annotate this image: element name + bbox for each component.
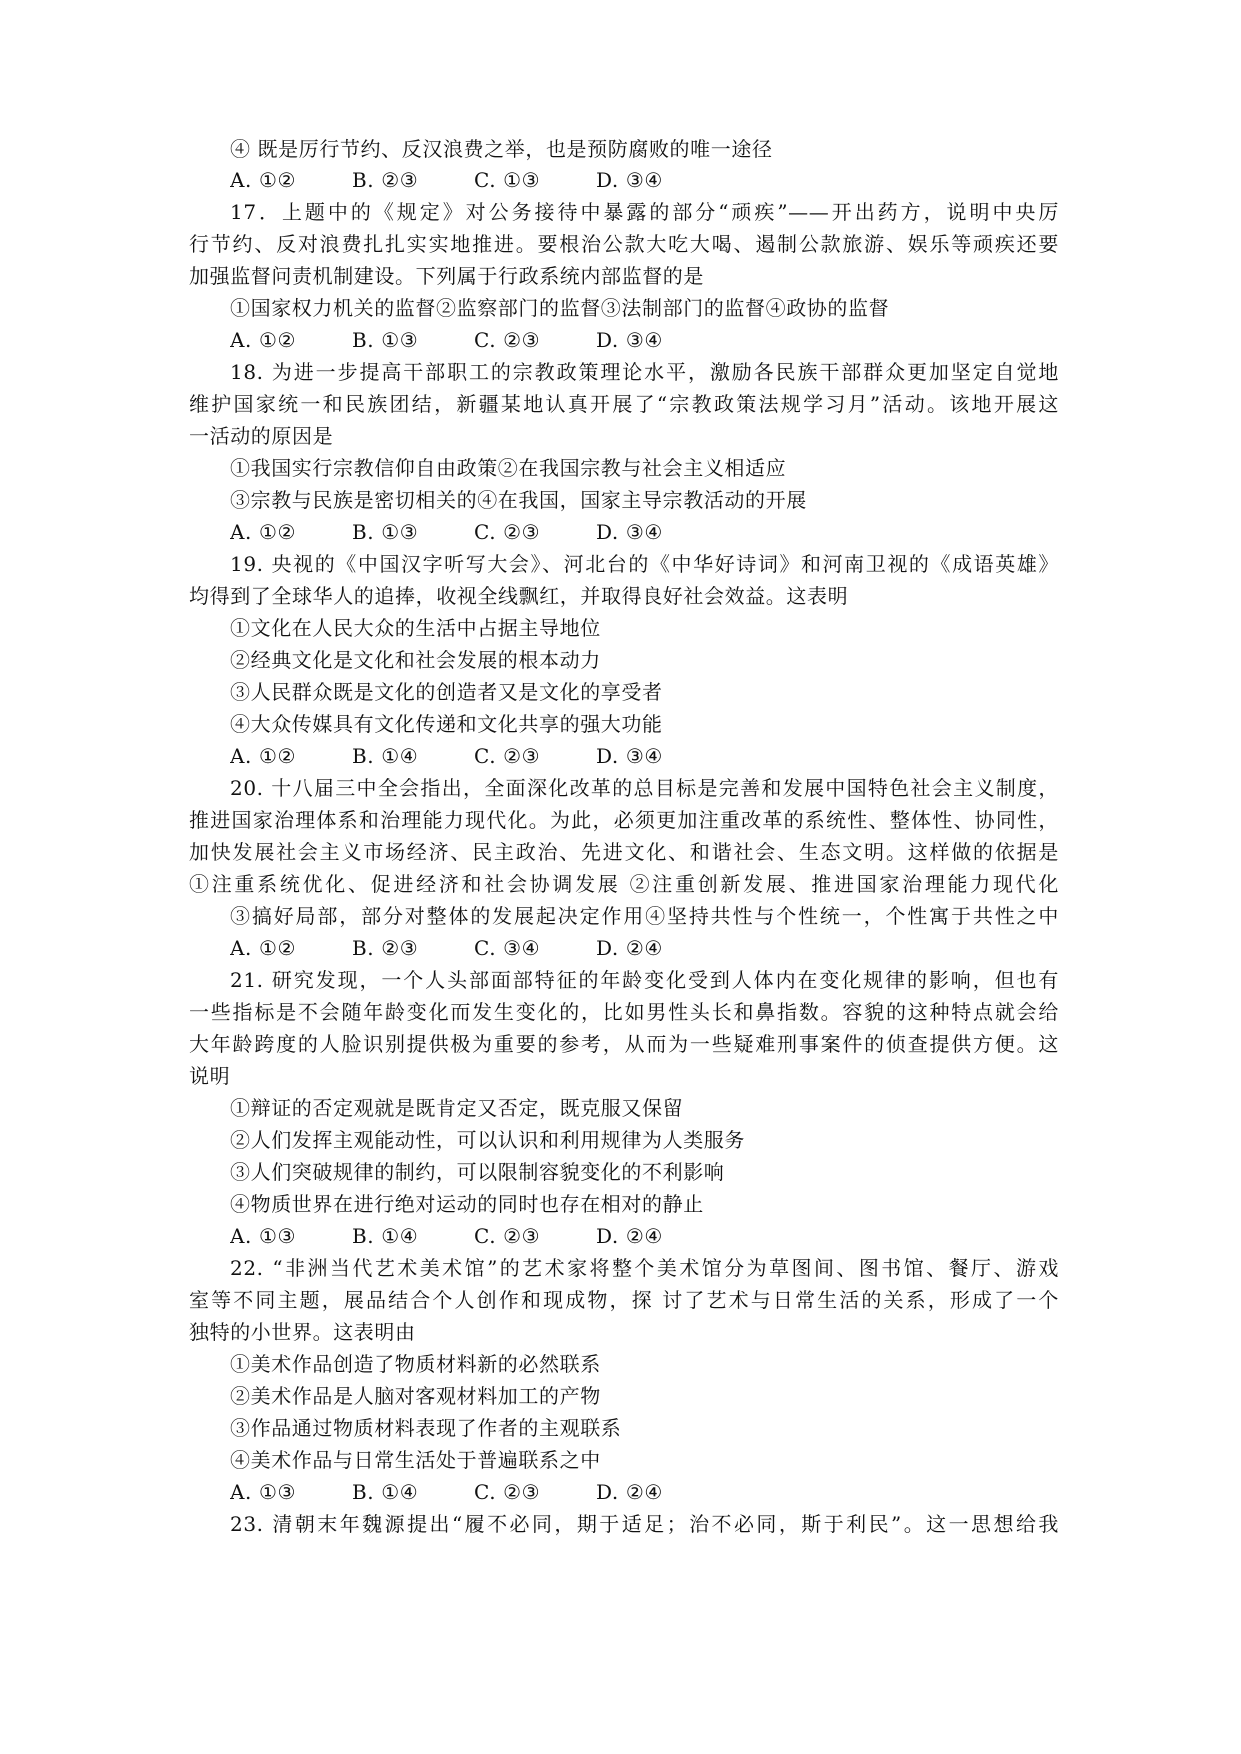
option-d: D. ②④	[596, 936, 663, 960]
choice-line: ④物质世界在进行绝对运动的同时也存在相对的静止	[230, 1192, 704, 1216]
text-line: 大年龄跨度的人脸识别提供极为重要的参考，从而为一些疑难刑事案件的侦查提供方便。这	[189, 1032, 1059, 1056]
option-b: B. ②③	[352, 936, 419, 960]
text-line: 说明	[189, 1064, 231, 1088]
option-d: D. ③④	[596, 168, 663, 192]
choice-line: ③宗教与民族是密切相关的④在我国，国家主导宗教活动的开展	[230, 488, 807, 512]
text-line: 一活动的原因是	[189, 424, 334, 448]
text-line: 均得到了全球华人的追捧，收视全线飘红，并取得良好社会效益。这表明	[189, 584, 849, 608]
option-c: C. ②③	[474, 744, 541, 768]
answer-options	[230, 740, 1100, 772]
text-line: 加强监督问责机制建设。下列属于行政系统内部监督的是	[189, 264, 704, 288]
question-20-line: 20. 十八届三中全会指出，全面深化改革的总目标是完善和发展中国特色社会主义制度，	[230, 776, 1059, 800]
option-b: B. ①④	[352, 744, 419, 768]
choice-line: ①我国实行宗教信仰自由政策②在我国宗教与社会主义相适应	[230, 456, 787, 480]
choice-line: ④美术作品与日常生活处于普遍联系之中	[230, 1448, 601, 1472]
option-a: A. ①③	[230, 1480, 297, 1504]
text-line: 一些指标是不会随年龄变化而发生变化的，比如男性头长和鼻指数。容貌的这种特点就会给	[189, 1000, 1059, 1024]
choice-line: ④大众传媒具有文化传递和文化共享的强大功能	[230, 712, 663, 736]
option-a: A. ①②	[230, 936, 297, 960]
choice-line: ①辩证的否定观就是既肯定又否定，既克服又保留	[230, 1096, 684, 1120]
question-17-line: 17．上题中的《规定》对公务接待中暴露的部分“顽疾”——开出药方，说明中央厉	[230, 200, 1059, 224]
option-a: A. ①②	[230, 168, 297, 192]
option-d: D. ②④	[596, 1224, 663, 1248]
text-line: 加快发展社会主义市场经济、民主政治、先进文化、和谐社会、生态文明。这样做的依据是	[189, 840, 1059, 864]
option-b: B. ①④	[352, 1224, 419, 1248]
option-a: A. ①②	[230, 744, 297, 768]
choice-line: ③作品通过物质材料表现了作者的主观联系	[230, 1416, 622, 1440]
answer-options	[230, 932, 1100, 964]
option-c: C. ②③	[474, 520, 541, 544]
option-c: C. ②③	[474, 1480, 541, 1504]
option-a: A. ①②	[230, 328, 297, 352]
option-c: C. ②③	[474, 328, 541, 352]
text-line: ④ 既是厉行节约、反汉浪费之举，也是预防腐败的唯一途径	[230, 137, 773, 161]
answer-options	[230, 164, 1100, 196]
text-line: 推进国家治理体系和治理能力现代化。为此，必须更加注重改革的系统性、整体性、协同性，	[189, 808, 1059, 832]
question-21-line: 21. 研究发现，一个人头部面部特征的年龄变化受到人体内在变化规律的影响，但也有	[230, 968, 1059, 992]
option-b: B. ①③	[352, 328, 419, 352]
choice-line: ①美术作品创造了物质材料新的必然联系	[230, 1352, 601, 1376]
answer-options	[230, 324, 1100, 356]
option-d: D. ③④	[596, 520, 663, 544]
choice-line: ①文化在人民大众的生活中占据主导地位	[230, 616, 601, 640]
choice-line: ③搞好局部，部分对整体的发展起决定作用④坚持共性与个性统一，个性寓于共性之中	[230, 904, 1059, 928]
choice-line: ①注重系统优化、促进经济和社会协调发展 ②注重创新发展、推进国家治理能力现代化	[189, 872, 1059, 896]
answer-options	[230, 516, 1100, 548]
question-22-line: 22. “非洲当代艺术美术馆”的艺术家将整个美术馆分为草图间、图书馆、餐厅、游戏	[230, 1256, 1059, 1280]
choice-line: ②经典文化是文化和社会发展的根本动力	[230, 648, 601, 672]
choice-line: ②美术作品是人脑对客观材料加工的产物	[230, 1384, 601, 1408]
text-line: 独特的小世界。这表明由	[189, 1320, 416, 1344]
option-a: A. ①②	[230, 520, 297, 544]
option-d: D. ③④	[596, 744, 663, 768]
option-a: A. ①③	[230, 1224, 297, 1248]
option-c: C. ②③	[474, 1224, 541, 1248]
option-c: C. ③④	[474, 936, 541, 960]
option-b: B. ①③	[352, 520, 419, 544]
question-18-line: 18. 为进一步提高干部职工的宗教政策理论水平，激励各民族干部群众更加坚定自觉地	[230, 360, 1059, 384]
choice-line: ②人们发挥主观能动性，可以认识和利用规律为人类服务	[230, 1128, 745, 1152]
option-b: B. ①④	[352, 1480, 419, 1504]
option-b: B. ②③	[352, 168, 419, 192]
option-d: D. ②④	[596, 1480, 663, 1504]
choice-line: ③人们突破规律的制约，可以限制容貌变化的不利影响	[230, 1160, 725, 1184]
choice-line: ③人民群众既是文化的创造者又是文化的享受者	[230, 680, 663, 704]
option-d: D. ③④	[596, 328, 663, 352]
answer-options	[230, 1220, 1100, 1252]
text-line: 室等不同主题，展品结合个人创作和现成物，探 讨了艺术与日常生活的关系，形成了一个	[189, 1288, 1059, 1312]
question-19-line: 19. 央视的《中国汉字听写大会》、河北台的《中华好诗词》和河南卫视的《成语英雄》	[230, 552, 1059, 576]
text-line: 维护国家统一和民族团结，新疆某地认真开展了“宗教政策法规学习月”活动。该地开展这	[189, 392, 1059, 416]
choice-line: ①国家权力机关的监督②监察部门的监督③法制部门的监督④政协的监督	[230, 296, 890, 320]
answer-options	[230, 1476, 1100, 1508]
question-23-line: 23. 清朝末年魏源提出“履不必同，期于适足；治不必同，斯于利民”。这一思想给我	[230, 1512, 1059, 1536]
option-c: C. ①③	[474, 168, 541, 192]
text-line: 行节约、反对浪费扎扎实实地推进。要根治公款大吃大喝、遏制公款旅游、娱乐等顽疾还要	[189, 232, 1059, 256]
